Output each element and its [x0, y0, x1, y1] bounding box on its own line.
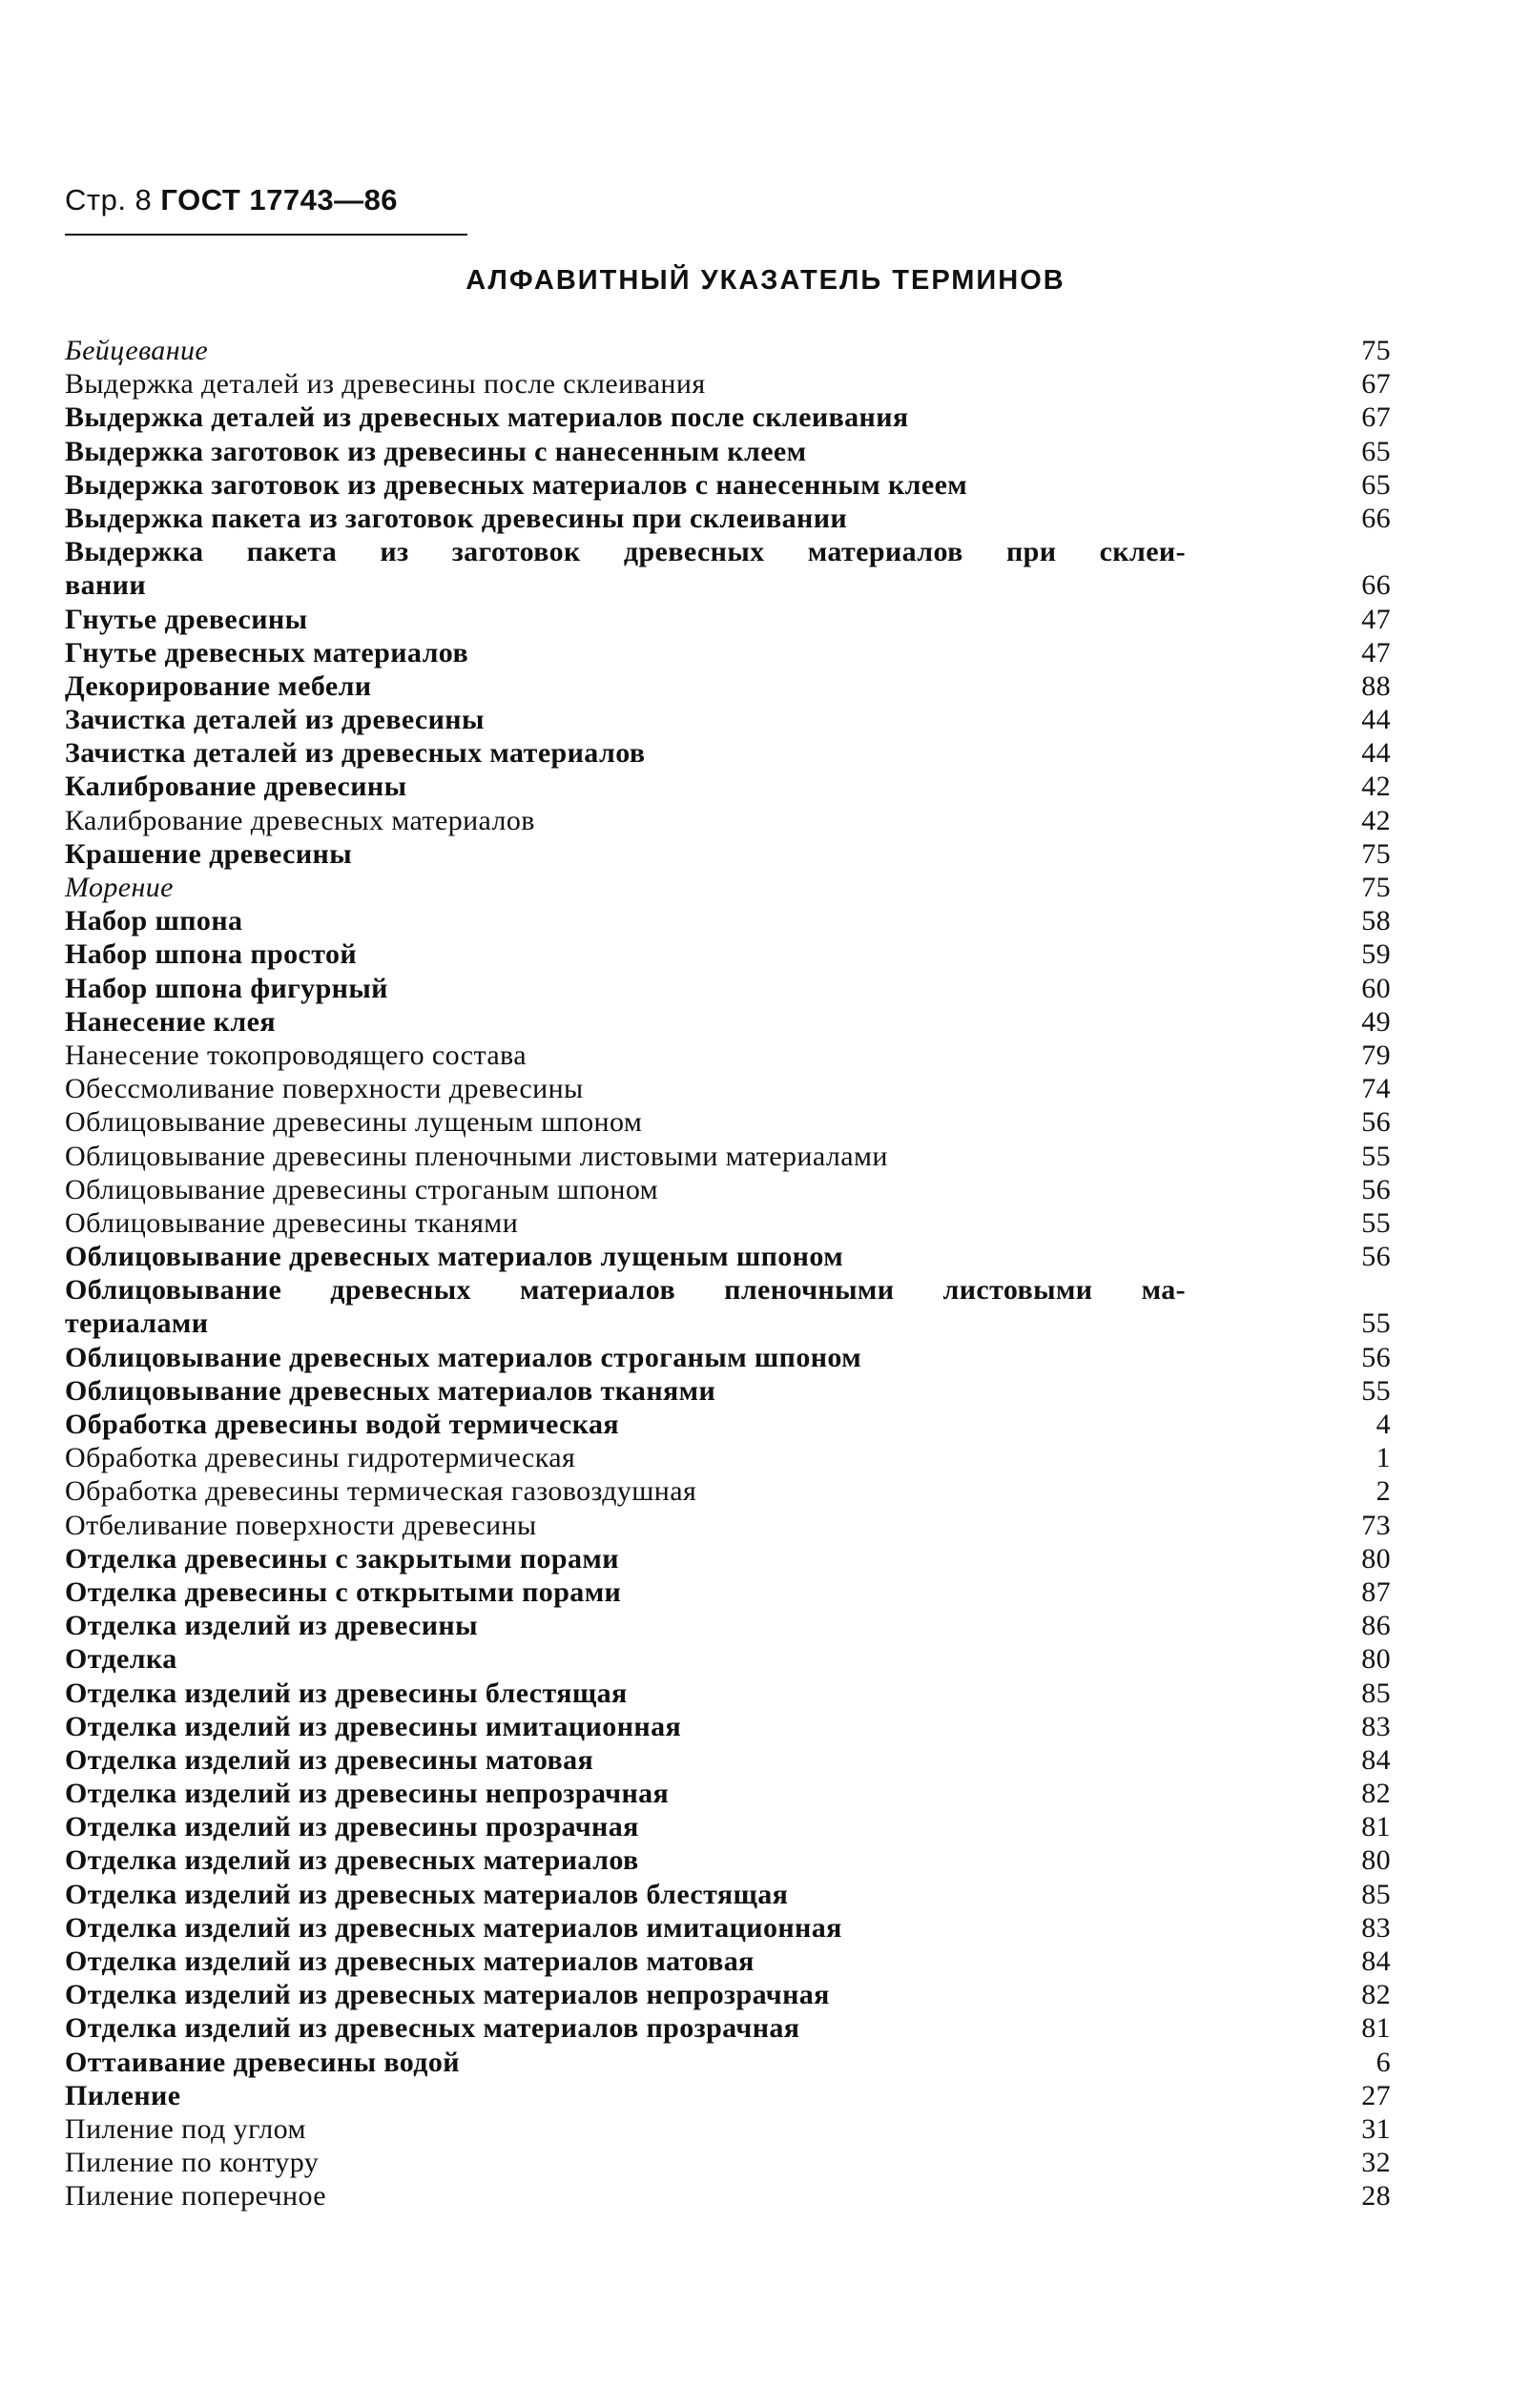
index-entry — [65, 1005, 1391, 1039]
index-term: Облицовывание древесных материалов тканями — [65, 1374, 716, 1407]
index-term-continuation: вании — [65, 569, 147, 602]
index-term-continuation-row — [65, 568, 1391, 602]
index-term: Отделка изделий из древесины матовая — [65, 1743, 594, 1776]
index-page-number: 73 — [1361, 1509, 1391, 1541]
index-term: Выдержка деталей из древесных материалов после склеивания — [65, 401, 909, 434]
index-term: Обработка древесины гидротермическая — [65, 1442, 576, 1474]
index-page-number: 55 — [1361, 1206, 1391, 1239]
index-page-number: 82 — [1361, 1778, 1391, 1810]
index-entry — [65, 2146, 1391, 2179]
index-entry — [65, 1509, 1391, 1542]
index-entry — [65, 804, 1391, 837]
index-entry — [65, 1710, 1391, 1743]
index-term: Обработка древесины термическая газовоздушная — [65, 1475, 697, 1508]
index-page-number: 44 — [1361, 737, 1391, 770]
index-entry — [65, 1039, 1391, 1072]
header-rule — [65, 234, 467, 236]
index-page-number: 56 — [1361, 1106, 1391, 1139]
index-page-number: 88 — [1361, 669, 1391, 702]
index-term: Обессмоливание поверхности древесины — [65, 1073, 584, 1105]
index-entry — [65, 1843, 1391, 1877]
index-entry — [65, 2179, 1391, 2212]
index-term: Отделка изделий из древесных материалов матовая — [65, 1945, 755, 1978]
index-entry — [65, 1105, 1391, 1139]
index-term: Облицовывание древесных материалов лущеным шпоном — [65, 1241, 844, 1273]
index-entry — [65, 1408, 1391, 1441]
index-entry — [65, 2046, 1391, 2079]
index-entry — [65, 502, 1391, 535]
standard-designation: ГОСТ 17743—86 — [160, 183, 399, 216]
index-entry — [65, 1575, 1391, 1609]
index-page-number: 59 — [1361, 938, 1391, 971]
index-page-number: 55 — [1361, 1374, 1391, 1407]
index-entry — [65, 669, 1391, 703]
index-page-number: 84 — [1361, 1945, 1391, 1978]
page-header — [65, 183, 466, 217]
index-term: Отделка изделий из древесины — [65, 1610, 478, 1642]
index-entry — [65, 334, 1391, 367]
index-term: Отделка изделий из древесины непрозрачная — [65, 1778, 670, 1810]
index-page-number: 82 — [1361, 1979, 1391, 2011]
index-entry — [65, 401, 1391, 434]
index-term: Отделка изделий из древесины имитационная — [65, 1710, 682, 1742]
index-page-number: 67 — [1361, 401, 1391, 434]
index-term: Облицовывание древесины строганым шпоном — [65, 1173, 659, 1205]
index-page-number: 42 — [1361, 804, 1391, 836]
index-term: Бейцевание — [65, 335, 209, 366]
index-entry — [65, 1072, 1391, 1105]
index-page-number: 6 — [1376, 2046, 1391, 2078]
index-entry — [65, 1273, 1391, 1340]
index-term-continuation-row — [65, 1307, 1391, 1340]
index-page-number: 28 — [1361, 2180, 1391, 2212]
index-page-number: 44 — [1361, 704, 1391, 736]
index-term: Выдержка заготовок из древесины с нанесенным клеем — [65, 435, 807, 467]
index-term: Отделка изделий из древесных материалов прозрачная — [65, 2012, 800, 2045]
index-page-number: 83 — [1361, 1710, 1391, 1742]
index-entry — [65, 1206, 1391, 1240]
index-entry — [65, 1474, 1391, 1508]
index-term: Выдержка деталей из древесины после склеивания — [65, 368, 706, 401]
index-term: Декорирование мебели — [65, 669, 372, 702]
index-page-number: 75 — [1361, 335, 1391, 366]
index-entry — [65, 871, 1391, 904]
term-index-list — [65, 334, 1391, 2213]
index-entry — [65, 2112, 1391, 2146]
index-entry — [65, 1341, 1391, 1374]
index-term: Зачистка деталей из древесных материалов — [65, 737, 646, 770]
index-page-number: 2 — [1376, 1475, 1391, 1508]
index-term: Отделка изделий из древесных материалов непрозрачная — [65, 1979, 830, 2011]
index-page-number: 1 — [1376, 1442, 1391, 1474]
index-entry — [65, 904, 1391, 937]
index-term: Отделка изделий из древесных материалов — [65, 1844, 639, 1877]
index-page-number: 81 — [1361, 1811, 1391, 1843]
index-page-number: 56 — [1361, 1173, 1391, 1205]
index-page-number: 31 — [1361, 2112, 1391, 2145]
index-page-number: 65 — [1361, 435, 1391, 467]
index-page-number: 86 — [1361, 1610, 1391, 1642]
index-page-number: 74 — [1361, 1073, 1391, 1105]
index-entry — [65, 972, 1391, 1005]
index-entry — [65, 1441, 1391, 1474]
index-term: Облицовывание древесных материалов строганым шпоном — [65, 1341, 862, 1373]
page-number-label: Стр. 8 — [65, 183, 153, 216]
index-entry — [65, 1878, 1391, 1911]
index-term: Облицовывание древесины тканями — [65, 1206, 519, 1239]
index-term: Оттаивание древесины водой — [65, 2046, 460, 2078]
index-page-number: 80 — [1361, 1643, 1391, 1676]
index-page-number: 87 — [1361, 1575, 1391, 1608]
index-page-number: 55 — [1361, 1307, 1391, 1340]
index-page-number: 80 — [1361, 1542, 1391, 1574]
index-entry — [65, 1542, 1391, 1575]
index-page-number: 32 — [1361, 2147, 1391, 2179]
index-entry — [65, 2011, 1391, 2045]
index-term: Крашение древесины — [65, 837, 353, 870]
index-page-number: 4 — [1376, 1409, 1391, 1441]
index-term: Пиление — [65, 2079, 181, 2111]
index-entry — [65, 636, 1391, 669]
index-term: Морение — [65, 872, 174, 904]
index-page-number: 60 — [1361, 972, 1391, 1004]
index-entry — [65, 770, 1391, 803]
index-page-number: 47 — [1361, 636, 1391, 669]
index-term: Обработка древесины водой термическая — [65, 1409, 620, 1441]
index-term-continuation: териалами — [65, 1307, 209, 1340]
index-term: Облицовывание древесины лущеным шпоном — [65, 1106, 643, 1139]
index-entry — [65, 2079, 1391, 2112]
index-term: Выдержка пакета из заготовок древесины при склеивании — [65, 502, 848, 534]
index-page-number: 83 — [1361, 1911, 1391, 1944]
index-entry — [65, 535, 1391, 602]
index-entry — [65, 1609, 1391, 1642]
index-term: Отделка изделий из древесины блестящая — [65, 1677, 628, 1709]
index-page-number: 58 — [1361, 905, 1391, 937]
index-page-number: 47 — [1361, 603, 1391, 635]
index-term: Отделка изделий из древесины прозрачная — [65, 1811, 639, 1843]
index-page-number: 67 — [1361, 368, 1391, 401]
index-term: Нанесение токопроводящего состава — [65, 1039, 527, 1071]
index-entry — [65, 603, 1391, 636]
index-entry — [65, 1677, 1391, 1710]
index-term: Калибрование древесины — [65, 771, 407, 803]
index-entry — [65, 937, 1391, 971]
index-entry — [65, 1173, 1391, 1206]
index-term: Зачистка деталей из древесины — [65, 704, 485, 736]
index-entry — [65, 1945, 1391, 1978]
index-entry — [65, 1810, 1391, 1843]
index-entry — [65, 1978, 1391, 2011]
index-page-number: 80 — [1361, 1844, 1391, 1877]
index-term: Набор шпона фигурный — [65, 972, 388, 1004]
index-page-number: 56 — [1361, 1241, 1391, 1273]
index-title: АЛФАВИТНЫЙ УКАЗАТЕЛЬ ТЕРМИНОВ — [466, 265, 1065, 296]
index-term: Отделка древесины с открытыми порами — [65, 1575, 622, 1608]
index-term: Облицовывание древесных материалов пленочными листовыми ма- — [65, 1274, 1186, 1307]
index-page-number: 42 — [1361, 771, 1391, 803]
index-entry — [65, 468, 1391, 502]
index-page-number: 55 — [1361, 1140, 1391, 1172]
index-entry — [65, 1374, 1391, 1408]
index-page-number: 85 — [1361, 1677, 1391, 1709]
index-term: Отделка изделий из древесных материалов имитационная — [65, 1911, 842, 1944]
index-entry — [65, 837, 1391, 871]
index-term: Набор шпона простой — [65, 938, 358, 971]
index-term: Облицовывание древесины пленочными листовыми материалами — [65, 1140, 888, 1172]
index-page-number: 27 — [1361, 2079, 1391, 2111]
index-term: Отделка древесины с закрытыми порами — [65, 1542, 619, 1574]
index-entry — [65, 1777, 1391, 1810]
index-term: Отделка изделий из древесных материалов блестящая — [65, 1878, 789, 1910]
index-page-number: 56 — [1361, 1341, 1391, 1373]
index-page-number: 66 — [1361, 569, 1391, 602]
index-term: Отделка — [65, 1643, 177, 1676]
index-entry — [65, 1140, 1391, 1173]
index-page-number: 79 — [1361, 1039, 1391, 1071]
index-term: Выдержка заготовок из древесных материалов с нанесенным клеем — [65, 468, 968, 501]
index-term: Нанесение клея — [65, 1005, 276, 1038]
index-term: Калибрование древесных материалов — [65, 804, 535, 836]
index-term: Пиление поперечное — [65, 2180, 326, 2212]
index-page-number: 75 — [1361, 837, 1391, 870]
index-page-number: 75 — [1361, 872, 1391, 904]
index-page-number: 66 — [1361, 502, 1391, 534]
index-page-number: 85 — [1361, 1878, 1391, 1910]
index-term: Гнутье древесных материалов — [65, 636, 469, 669]
index-term: Набор шпона — [65, 905, 243, 937]
index-entry — [65, 703, 1391, 736]
index-term: Отбеливание поверхности древесины — [65, 1509, 537, 1541]
index-entry — [65, 736, 1391, 770]
index-entry — [65, 1743, 1391, 1777]
index-term: Выдержка пакета из заготовок древесных материалов при склеи- — [65, 536, 1186, 568]
index-term: Пиление по контуру — [65, 2147, 320, 2179]
index-entry — [65, 435, 1391, 468]
index-entry — [65, 1911, 1391, 1945]
index-entry — [65, 1240, 1391, 1273]
index-page-number: 81 — [1361, 2012, 1391, 2045]
index-term: Пиление под углом — [65, 2112, 306, 2145]
index-page-number: 65 — [1361, 468, 1391, 501]
index-entry — [65, 1642, 1391, 1676]
index-page-number: 49 — [1361, 1005, 1391, 1038]
index-page-number: 84 — [1361, 1743, 1391, 1776]
index-entry — [65, 367, 1391, 401]
index-term: Гнутье древесины — [65, 603, 308, 635]
